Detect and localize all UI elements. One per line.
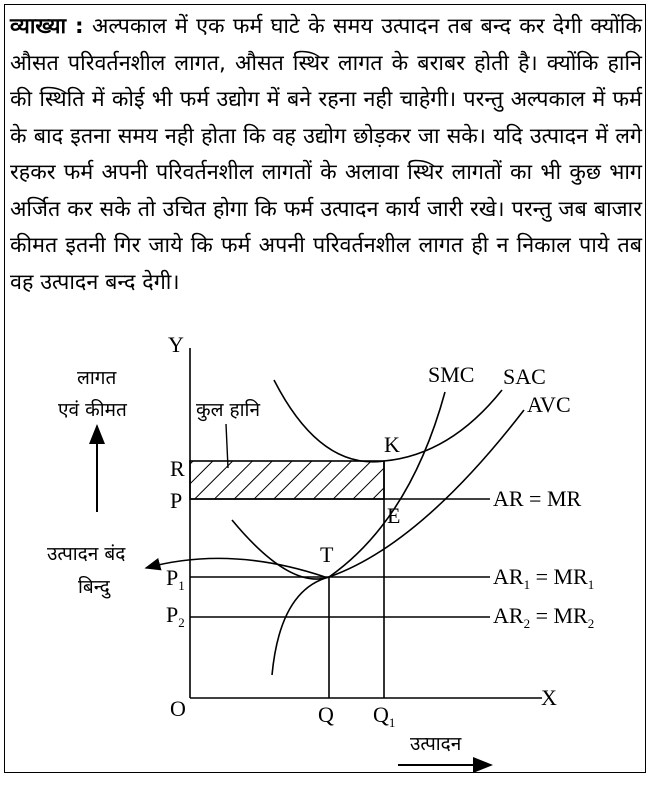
- price-p2-label: $P_2$: [166, 602, 185, 630]
- explanation-body: अल्पकाल में एक फर्म घाटे के समय उत्पादन तब बन्द कर देगी क्योंकि औसत परिवर्तनशील लागत, औसत स्थिर लागत के बराबर होती है। क्योंकि हानि की स्थिति में कोई भी फर्म उद्योग में बने रहना नही चाहेगी। परन्तु अल्पकाल में फर्म के बाद इतना समय नही होता कि वह उद्योग छोड़कर जा सके। यदि उत्पादन में लगे रहकर फर्म अपनी परिवर्तनशील लागतों के अलावा स्थिर लागतों का भी कुछ भाग अर्जित कर सके तो उचित होगा कि फर्म उत्पादन कार्य जारी रखे। परन्तु जब बाजार कीमत इतनी गिर जाये कि फर्म अपनी परिवर्तनशील लागत ही न निकाल पाये तब वह उत्पादन बन्द देगी।: [10, 14, 642, 295]
- origin-label: O: [170, 696, 186, 721]
- avc-label: AVC: [527, 392, 571, 417]
- x-axis-letter: X: [541, 685, 557, 710]
- price-p1-label: $P_1$: [166, 565, 185, 593]
- ar-mr-label: AR = MR: [493, 486, 582, 511]
- point-e-label: E: [387, 503, 401, 528]
- y-axis-caption-line1: लागत: [77, 367, 117, 389]
- sac-label: SAC: [503, 364, 546, 389]
- smc-curve: [272, 392, 445, 675]
- quantity-q1-label: $Q_1$: [373, 702, 396, 730]
- point-t-label: T: [320, 542, 334, 567]
- shutdown-point-label-line2: बिन्दु: [78, 576, 110, 598]
- shutdown-point-label-line1: उत्पादन बंद: [47, 543, 126, 565]
- total-loss-label: कुल हानि: [196, 399, 260, 421]
- ar2-mr2-label: $AR_2 = MR_2$: [493, 603, 595, 631]
- ar1-mr1-label: $AR_1 = MR_1$: [493, 564, 595, 592]
- explanation-heading: व्याख्या :: [10, 14, 84, 39]
- point-k-label: K: [384, 432, 400, 457]
- price-p-label: P: [170, 488, 183, 513]
- smc-label: SMC: [428, 362, 475, 387]
- price-r-label: R: [170, 456, 185, 481]
- y-axis-caption-line2: एवं कीमत: [58, 399, 127, 421]
- quantity-q-label: Q: [318, 702, 334, 727]
- y-axis-letter: Y: [168, 332, 184, 357]
- x-axis-caption: उत्पादन: [410, 733, 462, 755]
- total-loss-area: [190, 461, 384, 499]
